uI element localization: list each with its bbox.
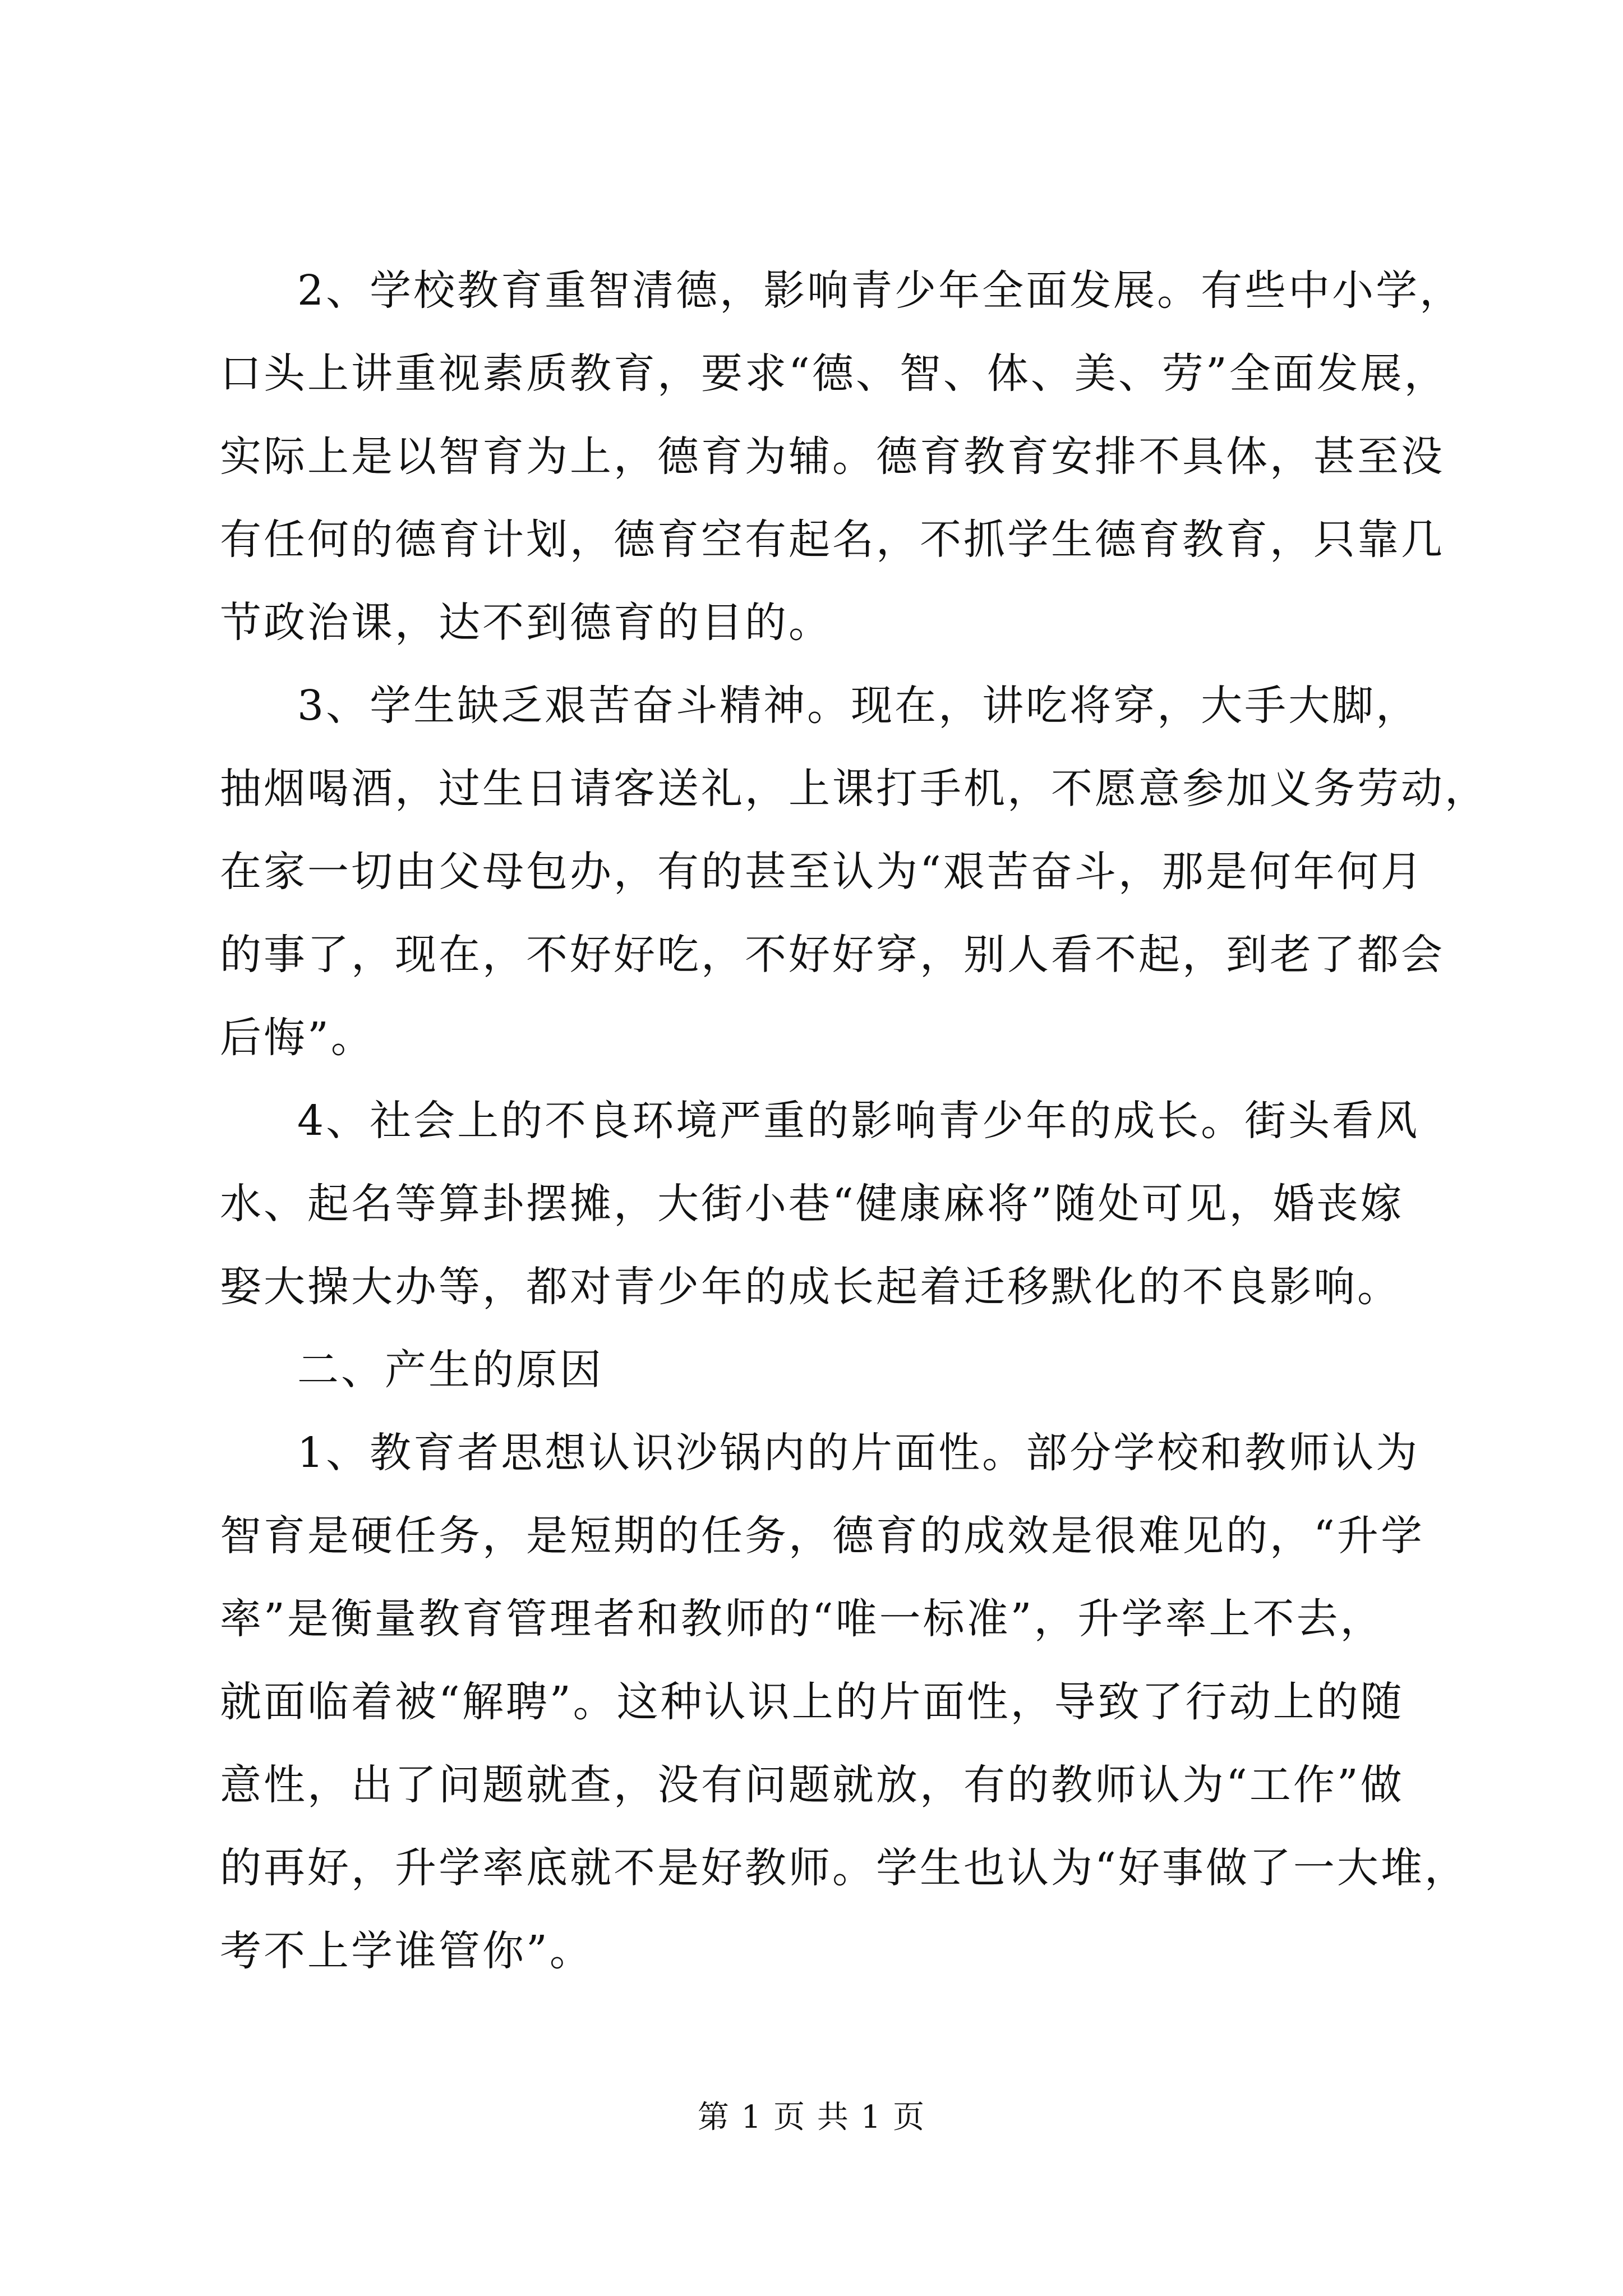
- paragraph-line: 在家一切由父母包办，有的甚至认为“艰苦奋斗，那是何年何月: [220, 848, 1424, 896]
- paragraph-line: 的再好，升学率底就不是好教师。学生也认为“好事做了一大堆，: [220, 1844, 1468, 1892]
- paragraph-line: 后悔”。: [220, 1014, 375, 1062]
- paragraph-line: 就面临着被“解聘”。这种认识上的片面性，导致了行动上的随: [220, 1678, 1404, 1726]
- paragraph-line: 有任何的德育计划，德育空有起名，不抓学生德育教育，只靠几: [220, 516, 1445, 564]
- paragraph-line: 率”是衡量教育管理者和教师的“唯一标准”，升学率上不去，: [220, 1595, 1384, 1643]
- paragraph-line: 实际上是以智育为上，德育为辅。德育教育安排不具体，甚至没: [220, 432, 1445, 481]
- paragraph-line: 智育是硬任务，是短期的任务，德育的成效是很难见的，“升学: [220, 1512, 1424, 1560]
- section-heading: 二、产生的原因: [297, 1346, 603, 1394]
- paragraph-line: 水、起名等算卦摆摊，大街小巷“健康麻将”随处可见，婚丧嫁: [220, 1180, 1404, 1228]
- paragraph-line: 口头上讲重视素质教育，要求“德、智、体、美、劳”全面发展，: [220, 349, 1448, 398]
- paragraph-line: 考不上学谁管你”。: [220, 1927, 593, 1975]
- page-footer: 第 1 页 共 1 页: [697, 2099, 926, 2136]
- paragraph-line: 3、学生缺乏艰苦奋斗精神。现在，讲吃将穿，大手大脚，: [297, 682, 1420, 730]
- paragraph-line: 1、教育者思想认识沙锅内的片面性。部分学校和教师认为: [297, 1429, 1420, 1477]
- paragraph-line: 意性，出了问题就查，没有问题就放，有的教师认为“工作”做: [220, 1761, 1404, 1809]
- paragraph-line: 娶大操大办等，都对青少年的成长起着迁移默化的不良影响。: [220, 1263, 1401, 1311]
- paragraph-line: 4、社会上的不良环境严重的影响青少年的成长。街头看风: [297, 1097, 1420, 1145]
- paragraph-line: 节政治课，达不到德育的目的。: [220, 599, 832, 647]
- paragraph-line: 抽烟喝酒，过生日请客送礼，上课打手机，不愿意参加义务劳动，: [220, 765, 1488, 813]
- paragraph-line: 的事了，现在，不好好吃，不好好穿，别人看不起，到老了都会: [220, 931, 1445, 979]
- paragraph-line: 2、学校教育重智清德，影响青少年全面发展。有些中小学，: [297, 266, 1464, 315]
